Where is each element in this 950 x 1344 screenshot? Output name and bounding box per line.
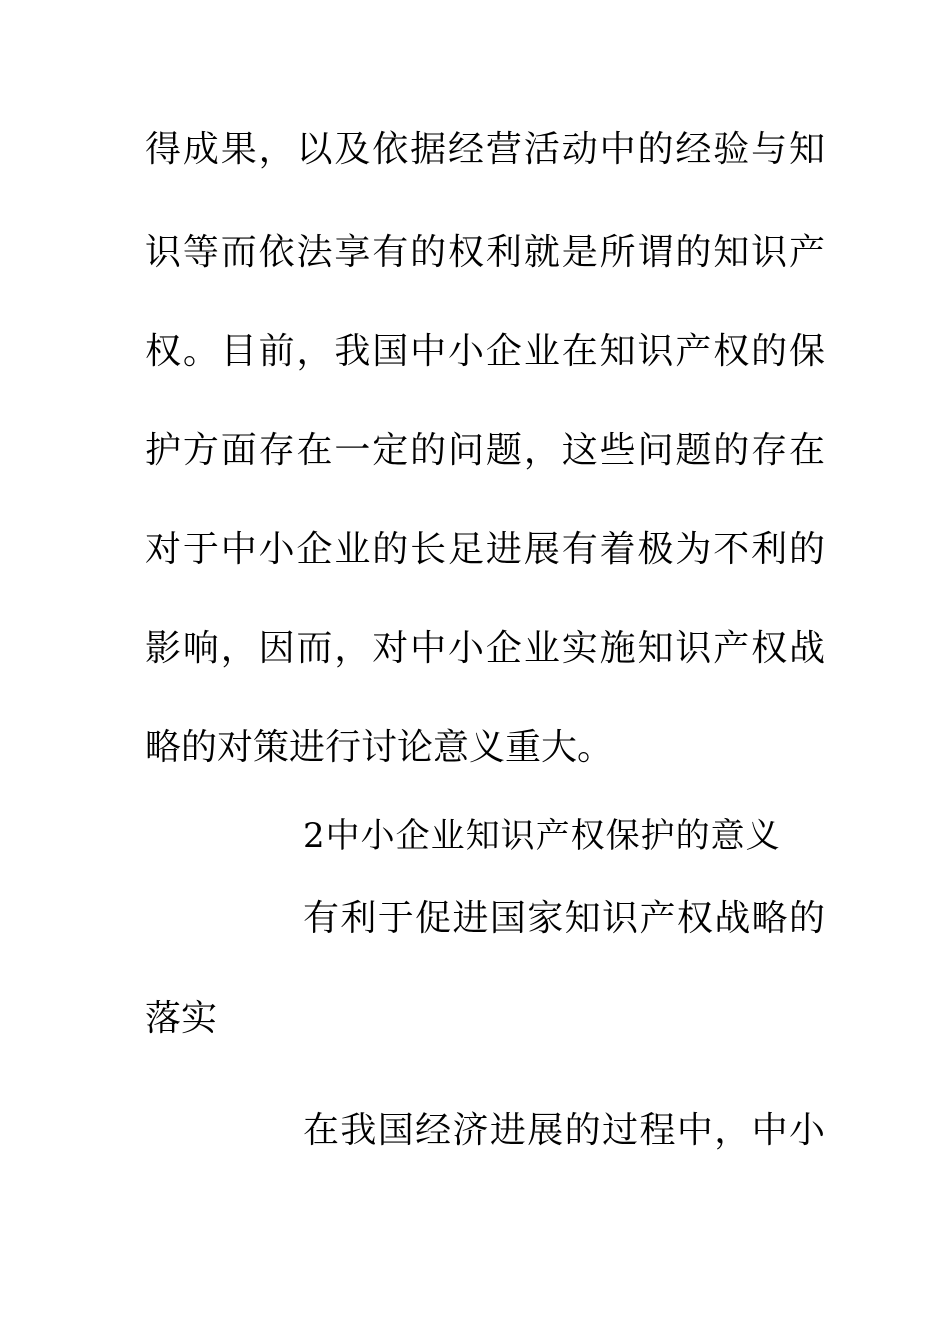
paragraph-line: 护方面存在一定的问题，这些问题的存在 <box>145 430 825 471</box>
paragraph-line: 影响，因而，对中小企业实施知识产权战 <box>145 628 825 669</box>
subheading-line-last: 落实 <box>145 998 218 1039</box>
paragraph-line: 识等而依法享有的权利就是所谓的知识产 <box>145 232 825 273</box>
paragraph-line: 对于中小企业的长足进展有着极为不利的 <box>145 529 825 570</box>
section-heading: 2中小企业知识产权保护的意义 <box>303 816 781 856</box>
paragraph-line: 权。目前，我国中小企业在知识产权的保 <box>145 331 825 372</box>
paragraph-line: 得成果，以及依据经营活动中的经验与知 <box>145 129 825 170</box>
paragraph-line: 在我国经济进展的过程中，中小 <box>303 1110 825 1151</box>
subheading-line: 有利于促进国家知识产权战略的 <box>303 898 825 939</box>
paragraph-line-last: 略的对策进行讨论意义重大。 <box>145 727 614 768</box>
